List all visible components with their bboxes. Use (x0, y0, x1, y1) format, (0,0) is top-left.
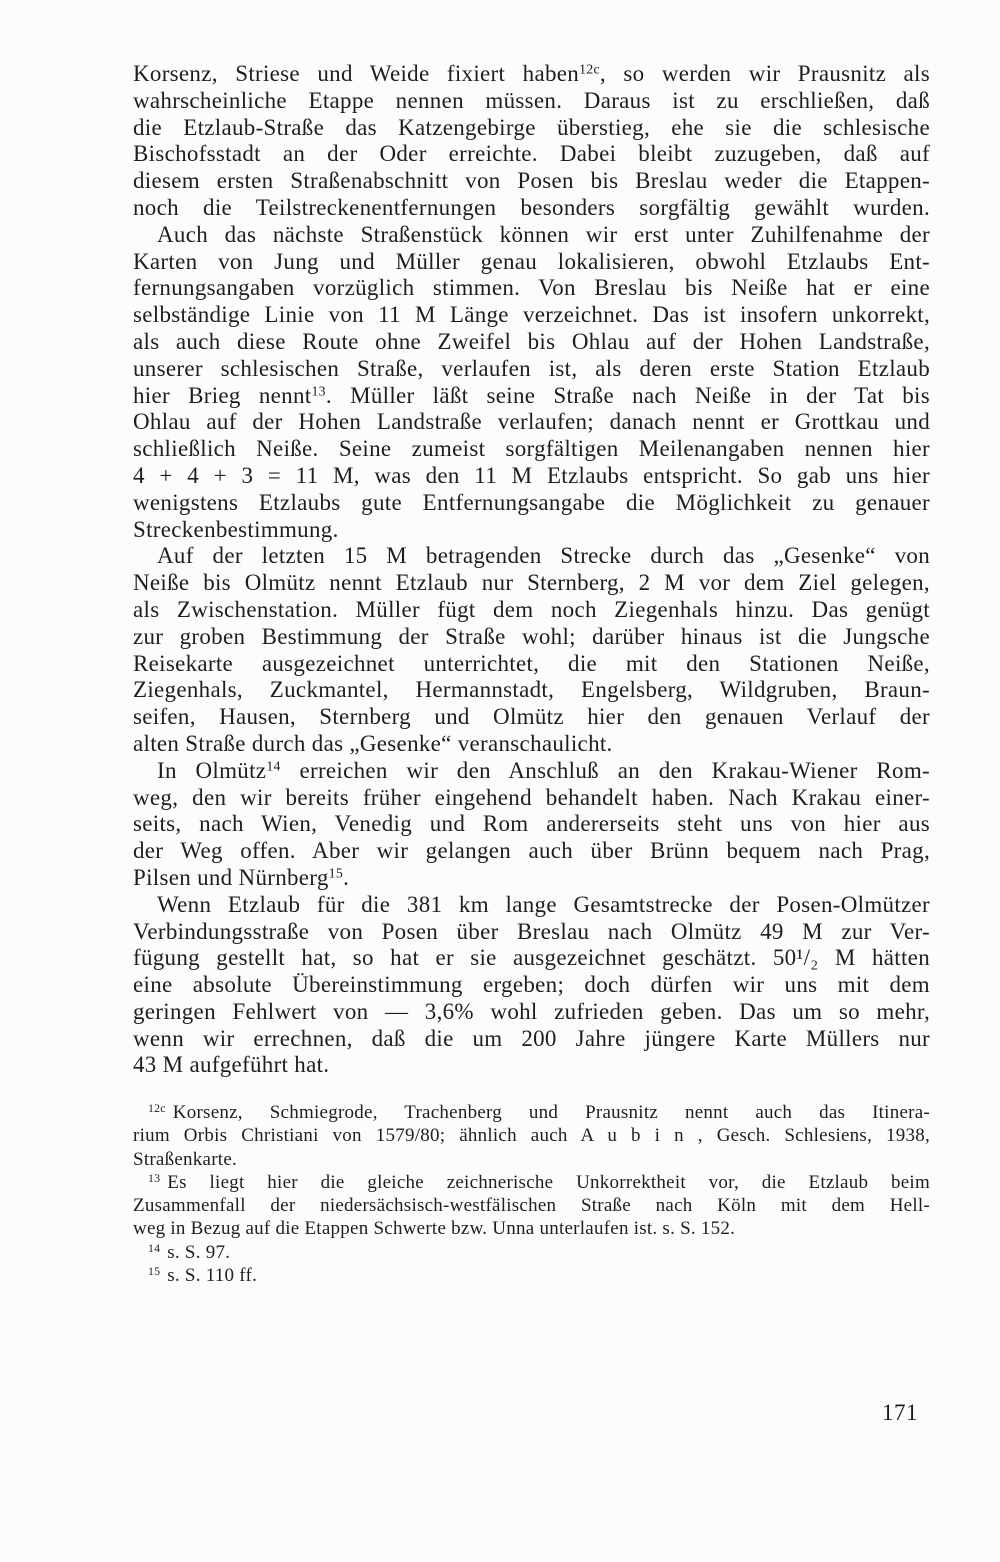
footnotes (133, 1101, 930, 1287)
text-line: Auf der letzten 15 M betragenden Strecke durch das „Gesenke“ von (157, 543, 930, 569)
text-line: Reisekarte ausgezeichnet unterrichtet, die mit den Stationen Neiße, (133, 650, 930, 676)
line-text: Korsenz, Striese und Weide fixiert haben (133, 61, 580, 86)
footnote (133, 1241, 930, 1264)
footnote-ref: 14 (266, 758, 281, 774)
text-line (133, 383, 930, 410)
text-line (133, 61, 930, 88)
text-line: wenigstens Etzlaubs gute Entfernungsangabe die Möglichkeit zu genauer (133, 489, 930, 515)
text-line: fernungsangaben vorzüglich stimmen. Von Breslau bis Neiße hat er eine (133, 275, 930, 301)
text-line: als auch diese Route ohne Zweifel bis Ohlau auf der Hohen Landstraße, (133, 328, 930, 354)
text-line: alten Straße durch das „Gesenke“ veranschaulicht. (133, 730, 613, 756)
text-line: selbständige Linie von 11 M Länge verzeichnet. Das ist insofern unkorrekt, (133, 302, 930, 328)
line-text: , so werden wir Prausnitz als (599, 61, 930, 86)
footnote (133, 1171, 930, 1241)
text-line: zur groben Bestimmung der Straße wohl; darüber hinaus ist die Jungsche (133, 623, 930, 649)
footnote-ref: 15 (328, 865, 344, 881)
text-line: Wenn Etzlaub für die 381 km lange Gesamtstrecke der Posen-Olmützer (157, 891, 930, 917)
text-line: Streckenbestimmung. (133, 516, 339, 542)
footnote-ref: 12c (579, 61, 600, 77)
text-line: wahrscheinliche Etappe nennen müssen. Daraus ist zu erschließen, daß (133, 87, 930, 113)
text-line: Neiße bis Olmütz nennt Etzlaub nur Sternberg, 2 M vor dem Ziel gelegen, (133, 570, 930, 596)
footnote-text: Es liegt hier die gleiche zeichnerische Unkorrektheit vor, die Etzlaub beim (167, 1171, 930, 1193)
footnote (133, 1264, 930, 1287)
footnote-line (133, 1241, 930, 1264)
footnote-marker: 12c (148, 1102, 166, 1116)
main-text (133, 61, 930, 1079)
text-line: als Zwischenstation. Müller fügt dem noch Ziegenhals hinzu. Das genügt (133, 596, 930, 622)
paragraph (133, 758, 930, 892)
line-text: In Olmütz (157, 757, 267, 783)
footnote-text: s. S. 97. (167, 1241, 231, 1263)
text-line: seits, nach Wien, Venedig und Rom andererseits steht uns von hier aus (133, 811, 930, 837)
text-line: der Weg offen. Aber wir gelangen auch über Brünn bequem nach Prag, (133, 838, 930, 864)
text-line: Karten von Jung und Müller genau lokalisieren, obwohl Etzlaubs Ent- (133, 248, 930, 274)
line-text: Pilsen und Nürnberg (133, 864, 329, 890)
footnote-line: Straßenkarte. (133, 1148, 238, 1170)
text-line: schließlich Neiße. Seine zumeist sorgfältigen Meilenangaben nennen hier (133, 436, 930, 462)
text-line (133, 758, 930, 785)
line-text: erreichen wir den Anschluß an den Krakau-Wiener Rom- (280, 757, 930, 783)
line-text: . (343, 864, 350, 890)
text-line: eine absolute Übereinstimmung ergeben; doch dürfen wir uns mit dem (133, 972, 930, 998)
footnote-marker: 13 (148, 1172, 161, 1186)
footnote-marker: 14 (148, 1241, 161, 1255)
text-line: 43 M aufgeführt hat. (133, 1052, 330, 1078)
text-line: 4 + 4 + 3 = 11 M, was den 11 M Etzlaubs entspricht. So gab uns hier (133, 462, 930, 488)
text-line: noch die Teilstreckenentfernungen besonders sorgfältig gewählt wurden. (133, 194, 930, 220)
footnote-marker: 15 (148, 1265, 161, 1279)
footnote-text: Korsenz, Schmiegrode, Trachenberg und Prausnitz nennt auch das Itinera- (172, 1102, 930, 1123)
text-line: fügung gestellt hat, so hat er sie ausgezeichnet geschätzt. 50¹/₂ M hätten (133, 945, 930, 971)
line-text: hier Brieg nennt (133, 382, 312, 408)
text-line: geringen Fehlwert von — 3,6% wohl zufrieden geben. Das um so mehr, (133, 998, 930, 1024)
text-line: Auch das nächste Straßenstück können wir erst unter Zuhilfenahme der (157, 221, 930, 247)
text-line: Verbindungsstraße von Posen über Breslau nach Olmütz 49 M zur Ver- (133, 918, 930, 944)
footnote-text: s. S. 110 ff. (167, 1265, 258, 1287)
footnote-line (133, 1171, 930, 1194)
text-line: diesem ersten Straßenabschnitt von Posen bis Breslau weder die Etappen- (133, 168, 930, 194)
paragraph (133, 222, 930, 544)
text-line: wenn wir errechnen, daß die um 200 Jahre jüngere Karte Müllers nur (133, 1025, 930, 1051)
text-line: seifen, Hausen, Sternberg und Olmütz hier den genauen Verlauf der (133, 704, 930, 730)
footnote-line (133, 1264, 930, 1287)
footnote-line: weg in Bezug auf die Etappen Schwerte bzw. Unna unterlaufen ist. s. S. 152. (133, 1218, 736, 1240)
footnote-line: Zusammenfall der niedersächsisch-westfälischen Straße nach Köln mit dem Hell- (133, 1195, 930, 1217)
footnote-ref: 13 (311, 382, 326, 398)
page-number: 171 (882, 1400, 918, 1425)
text-line: die Etzlaub-Straße das Katzengebirge überstieg, ehe sie die schlesische (133, 114, 930, 140)
paragraph (133, 543, 930, 757)
paragraph (133, 892, 930, 1080)
text-line: Bischofsstadt an der Oder erreichte. Dabei bleibt zuzugeben, daß auf (133, 141, 930, 167)
footnote (133, 1101, 930, 1171)
footnote-line (133, 1101, 930, 1124)
text-line: unserer schlesischen Straße, verlaufen ist, als deren erste Station Etzlaub (133, 355, 930, 381)
text-line: Ohlau auf der Hohen Landstraße verlaufen; danach nennt er Grottkau und (133, 409, 930, 435)
text-line: weg, den wir bereits früher eingehend behandelt haben. Nach Krakau einer- (133, 784, 930, 810)
footnote-line: rium Orbis Christiani von 1579/80; ähnlich auch A u b i n , Gesch. Schlesiens, 1938, (133, 1125, 930, 1147)
text-line: Ziegenhals, Zuckmantel, Hermannstadt, Engelsberg, Wildgruben, Braun- (133, 677, 930, 703)
line-text: . Müller läßt seine Straße nach Neiße in der Tat bis (325, 382, 930, 408)
text-line (133, 865, 930, 892)
paragraph (133, 61, 930, 222)
